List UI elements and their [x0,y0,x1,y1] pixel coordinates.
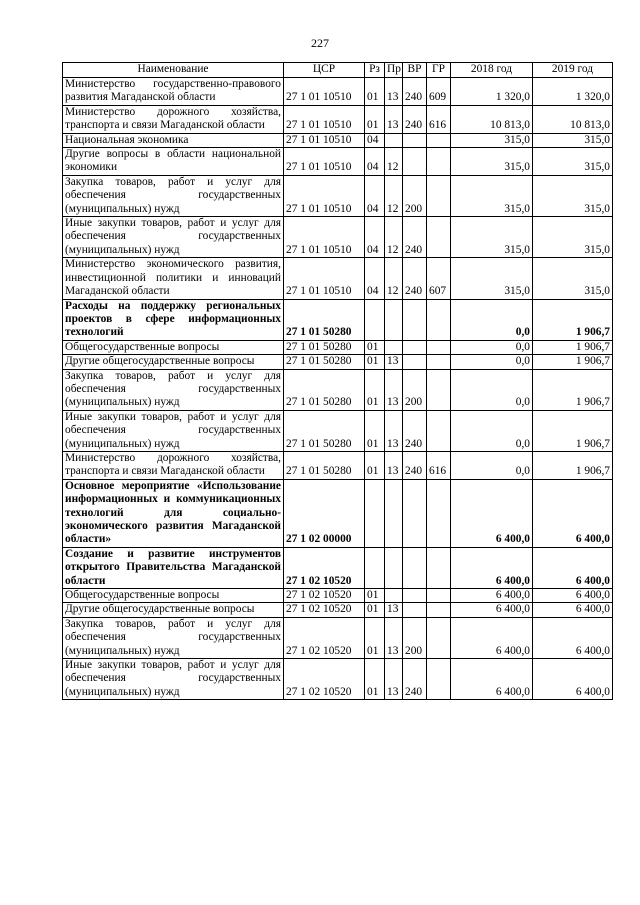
cell-2018: 0,0 [451,299,533,340]
table-body [63,78,613,700]
cell-name: Расходы на поддержку региональных проектов в сфере информационных технологий [63,299,284,340]
cell-2018: 6 400,0 [451,547,533,588]
table-row [63,355,613,369]
cell-2018: 315,0 [451,217,533,258]
cell-rz: 01 [365,105,385,133]
header-gr: ГР [427,63,451,78]
cell-2019: 315,0 [533,217,613,258]
cell-csr: 27 1 01 50280 [284,340,365,354]
cell-gr [427,617,451,658]
cell-vr [403,479,427,547]
cell-name: Закупка товаров, работ и услуг для обеспечения государственных (муниципальных) нужд [63,175,284,216]
cell-pr: 13 [385,355,403,369]
cell-name: Создание и развитие инструментов открытого Правительства Магаданской области [63,547,284,588]
cell-name: Национальная экономика [63,133,284,147]
cell-2019: 315,0 [533,175,613,216]
cell-csr: 27 1 01 50280 [284,355,365,369]
cell-2019: 6 400,0 [533,617,613,658]
cell-pr [385,479,403,547]
cell-csr: 27 1 02 00000 [284,479,365,547]
table-row [63,603,613,617]
header-pr: Пр [385,63,403,78]
table-row [63,299,613,340]
cell-csr: 27 1 02 10520 [284,603,365,617]
cell-2018: 315,0 [451,133,533,147]
cell-gr [427,340,451,354]
cell-name: Иные закупки товаров, работ и услуг для обеспечения государственных (муниципальных) нужд [63,659,284,700]
cell-rz: 04 [365,133,385,147]
cell-rz: 01 [365,451,385,479]
cell-pr: 12 [385,258,403,299]
table-row [63,148,613,176]
cell-2018: 6 400,0 [451,589,533,603]
cell-2019: 1 906,7 [533,410,613,451]
header-2018: 2018 год [451,63,533,78]
budget-table [62,62,613,700]
cell-rz [365,479,385,547]
cell-2018: 0,0 [451,340,533,354]
cell-rz: 01 [365,78,385,106]
cell-name: Закупка товаров, работ и услуг для обеспечения государственных (муниципальных) нужд [63,617,284,658]
cell-2018: 0,0 [451,410,533,451]
cell-pr: 13 [385,410,403,451]
cell-2018: 0,0 [451,355,533,369]
cell-pr: 13 [385,659,403,700]
cell-pr [385,589,403,603]
cell-2019: 6 400,0 [533,479,613,547]
table-row [63,258,613,299]
cell-rz: 01 [365,355,385,369]
cell-name: Общегосударственные вопросы [63,340,284,354]
cell-2019: 315,0 [533,133,613,147]
cell-2019: 1 906,7 [533,340,613,354]
header-name: Наименование [63,63,284,78]
cell-name: Закупка товаров, работ и услуг для обеспечения государственных (муниципальных) нужд [63,369,284,410]
cell-vr [403,133,427,147]
cell-gr [427,133,451,147]
cell-2019: 1 906,7 [533,355,613,369]
cell-rz: 04 [365,217,385,258]
cell-2018: 6 400,0 [451,479,533,547]
cell-name: Другие общегосударственные вопросы [63,603,284,617]
cell-csr: 27 1 01 10510 [284,148,365,176]
cell-pr [385,299,403,340]
cell-2019: 6 400,0 [533,603,613,617]
cell-gr [427,148,451,176]
cell-pr [385,547,403,588]
cell-pr: 13 [385,603,403,617]
cell-2018: 1 320,0 [451,78,533,106]
cell-2019: 6 400,0 [533,589,613,603]
cell-2019: 6 400,0 [533,659,613,700]
cell-2018: 10 813,0 [451,105,533,133]
cell-vr [403,148,427,176]
table-row [63,175,613,216]
cell-rz: 04 [365,258,385,299]
table-row [63,451,613,479]
cell-vr [403,589,427,603]
header-2019: 2019 год [533,63,613,78]
cell-csr: 27 1 01 10510 [284,217,365,258]
cell-2018: 315,0 [451,175,533,216]
cell-name: Общегосударственные вопросы [63,589,284,603]
cell-name: Другие общегосударственные вопросы [63,355,284,369]
cell-rz: 01 [365,340,385,354]
cell-name: Министерство дорожного хозяйства, транспорта и связи Магаданской области [63,451,284,479]
cell-gr [427,603,451,617]
cell-vr [403,547,427,588]
header-rz: Рз [365,63,385,78]
cell-csr: 27 1 02 10520 [284,547,365,588]
cell-rz: 01 [365,603,385,617]
cell-2019: 1 906,7 [533,299,613,340]
cell-rz: 04 [365,175,385,216]
cell-gr [427,589,451,603]
table-row [63,589,613,603]
table-row [63,105,613,133]
cell-gr [427,369,451,410]
cell-rz: 04 [365,148,385,176]
cell-gr: 607 [427,258,451,299]
cell-vr: 240 [403,105,427,133]
page-number: 227 [311,36,329,50]
cell-gr: 609 [427,78,451,106]
table-row [63,78,613,106]
cell-csr: 27 1 02 10520 [284,659,365,700]
cell-2018: 6 400,0 [451,617,533,658]
cell-csr: 27 1 01 10510 [284,175,365,216]
cell-vr [403,340,427,354]
cell-name: Иные закупки товаров, работ и услуг для обеспечения государственных (муниципальных) нужд [63,217,284,258]
cell-gr [427,547,451,588]
cell-pr: 12 [385,148,403,176]
header-csr: ЦСР [284,63,365,78]
table-row [63,659,613,700]
table-row [63,617,613,658]
cell-vr [403,299,427,340]
cell-2019: 315,0 [533,148,613,176]
cell-vr: 240 [403,78,427,106]
cell-csr: 27 1 01 50280 [284,369,365,410]
cell-pr: 12 [385,217,403,258]
cell-2019: 10 813,0 [533,105,613,133]
cell-2019: 6 400,0 [533,547,613,588]
table-row [63,479,613,547]
table-header-row [63,63,613,78]
cell-pr: 13 [385,105,403,133]
cell-vr: 240 [403,217,427,258]
cell-csr: 27 1 02 10520 [284,617,365,658]
cell-name: Министерство экономического развития, инвестиционной политики и инноваций Магаданской области [63,258,284,299]
cell-pr: 13 [385,78,403,106]
table-row [63,410,613,451]
table-row [63,133,613,147]
cell-name: Иные закупки товаров, работ и услуг для обеспечения государственных (муниципальных) нужд [63,410,284,451]
cell-gr [427,355,451,369]
cell-2019: 315,0 [533,258,613,299]
cell-rz: 01 [365,369,385,410]
cell-pr: 12 [385,175,403,216]
cell-2019: 1 906,7 [533,451,613,479]
cell-2018: 6 400,0 [451,659,533,700]
cell-name: Министерство государственно-правового развития Магаданской области [63,78,284,106]
cell-gr [427,479,451,547]
cell-csr: 27 1 01 10510 [284,133,365,147]
cell-pr [385,133,403,147]
cell-pr [385,340,403,354]
cell-2019: 1 906,7 [533,369,613,410]
cell-vr: 200 [403,617,427,658]
table-row [63,340,613,354]
cell-csr: 27 1 01 10510 [284,105,365,133]
table-row [63,547,613,588]
cell-2019: 1 320,0 [533,78,613,106]
cell-vr: 240 [403,659,427,700]
cell-pr: 13 [385,451,403,479]
cell-2018: 315,0 [451,258,533,299]
cell-csr: 27 1 01 10510 [284,78,365,106]
cell-gr: 616 [427,105,451,133]
cell-pr: 13 [385,369,403,410]
cell-rz [365,547,385,588]
cell-rz [365,299,385,340]
cell-2018: 315,0 [451,148,533,176]
cell-csr: 27 1 01 50280 [284,451,365,479]
table-row [63,369,613,410]
cell-rz: 01 [365,617,385,658]
cell-gr [427,217,451,258]
cell-gr [427,299,451,340]
cell-csr: 27 1 01 50280 [284,299,365,340]
cell-name: Основное мероприятие «Использование информационных и коммуникационных технологий для социально-экономического развития Магаданской области» [63,479,284,547]
cell-csr: 27 1 01 10510 [284,258,365,299]
cell-vr: 200 [403,175,427,216]
cell-vr: 240 [403,410,427,451]
cell-rz: 01 [365,659,385,700]
cell-gr [427,410,451,451]
cell-vr [403,603,427,617]
cell-rz: 01 [365,589,385,603]
header-vr: ВР [403,63,427,78]
cell-vr: 240 [403,258,427,299]
cell-name: Другие вопросы в области национальной экономики [63,148,284,176]
cell-2018: 6 400,0 [451,603,533,617]
cell-2018: 0,0 [451,369,533,410]
cell-2018: 0,0 [451,451,533,479]
cell-gr: 616 [427,451,451,479]
table-row [63,217,613,258]
cell-csr: 27 1 02 10520 [284,589,365,603]
cell-vr [403,355,427,369]
cell-gr [427,175,451,216]
cell-vr: 200 [403,369,427,410]
cell-gr [427,659,451,700]
cell-csr: 27 1 01 50280 [284,410,365,451]
cell-vr: 240 [403,451,427,479]
cell-rz: 01 [365,410,385,451]
cell-name: Министерство дорожного хозяйства, транспорта и связи Магаданской области [63,105,284,133]
cell-pr: 13 [385,617,403,658]
